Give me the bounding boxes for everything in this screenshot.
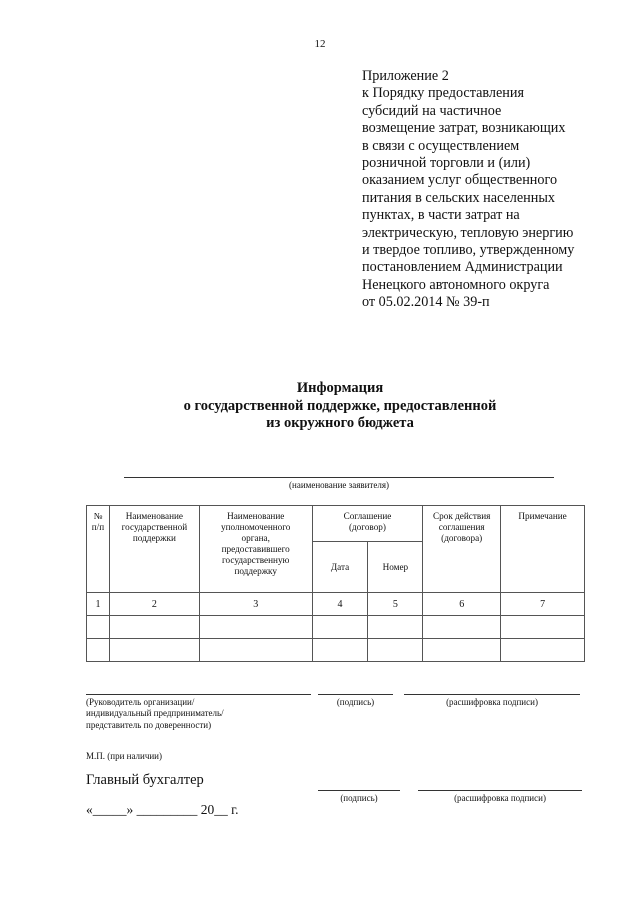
table-cell — [368, 639, 423, 662]
column-number: 5 — [368, 593, 423, 616]
chief-accountant-label: Главный бухгалтер — [86, 772, 204, 788]
header-text: государственную — [222, 555, 290, 565]
table-cell — [312, 616, 368, 639]
header-text: № — [93, 511, 103, 521]
table-cell — [501, 639, 585, 662]
column-number: 3 — [199, 593, 312, 616]
applicant-name-line — [124, 477, 554, 478]
header-text: поддержку — [234, 566, 277, 576]
header-text: Наименование — [125, 511, 183, 521]
table-cell — [109, 639, 199, 662]
table-row — [87, 616, 585, 639]
header-text: Соглашение — [343, 511, 392, 521]
column-number: 7 — [501, 593, 585, 616]
stamp-label: М.П. (при наличии) — [86, 751, 162, 761]
chief-signature-line — [318, 790, 400, 791]
appendix-line: от 05.02.2014 № 39-п — [362, 294, 490, 311]
header-term — [423, 506, 501, 593]
head-decode-caption: (расшифровка подписи) — [446, 697, 538, 707]
appendix-line: субсидий на частичное — [362, 102, 502, 119]
header-text: уполномоченного — [221, 522, 291, 532]
appendix-line: питания в сельских населенных — [362, 189, 555, 206]
header-text: органа, — [241, 533, 270, 543]
table-cell — [423, 616, 501, 639]
document-title — [0, 380, 640, 433]
head-label-line: представитель по доверенности) — [86, 719, 212, 730]
header-num — [87, 506, 110, 593]
header-authority — [199, 506, 312, 593]
table-row — [87, 639, 585, 662]
title-line-2: о государственной поддержке, предоставленной — [183, 397, 497, 414]
table-header-row — [87, 506, 585, 542]
column-number: 4 — [312, 593, 368, 616]
header-text: п/п — [91, 522, 105, 532]
table-cell — [199, 639, 312, 662]
head-signature-caption: (подпись) — [336, 697, 375, 707]
head-decode-line — [404, 694, 580, 695]
appendix-line: электрическую, тепловую энергию — [362, 224, 574, 241]
column-number-row — [87, 593, 585, 616]
head-label — [86, 697, 316, 731]
header-text: (договора) — [441, 533, 483, 543]
table-cell — [87, 616, 110, 639]
title-line-3: из окружного бюджета — [266, 415, 414, 431]
table-cell — [199, 616, 312, 639]
header-text: Наименование — [227, 511, 285, 521]
header-text: Примечание — [518, 511, 567, 521]
table-cell — [109, 616, 199, 639]
head-signature-line — [318, 694, 393, 695]
header-note — [501, 506, 585, 593]
date-line: «_____» _________ 20__ г. — [86, 802, 239, 817]
header-number: Номер — [368, 542, 423, 593]
header-agreement — [312, 506, 423, 542]
table-cell — [312, 639, 368, 662]
column-number: 2 — [109, 593, 199, 616]
header-text: предоставившего — [221, 544, 290, 554]
appendix-line: и твердое топливо, утвержденному — [362, 242, 575, 259]
table-cell — [368, 616, 423, 639]
header-date: Дата — [312, 542, 368, 593]
header-text: (договор) — [348, 522, 386, 532]
table-cell — [87, 639, 110, 662]
applicant-caption: (наименование заявителя) — [289, 480, 389, 490]
table-cell — [501, 616, 585, 639]
appendix-line: в связи с осуществлением — [362, 137, 520, 154]
appendix-line: Приложение 2 — [362, 68, 449, 84]
head-label-line: индивидуальный предприниматель/ — [86, 708, 224, 719]
header-text: соглашения — [438, 522, 485, 532]
column-number: 6 — [423, 593, 501, 616]
appendix-line: розничной торговли и (или) — [362, 155, 531, 172]
chief-decode-line — [418, 790, 582, 791]
appendix-line: оказанием услуг общественного — [362, 172, 558, 189]
header-text: государственной — [121, 522, 188, 532]
chief-decode-caption: (расшифровка подписи) — [454, 793, 546, 803]
appendix-line: к Порядку предоставления — [362, 85, 524, 102]
chief-signature-caption: (подпись) — [340, 793, 378, 803]
header-text: Срок действия — [433, 511, 491, 521]
table-cell — [423, 639, 501, 662]
appendix-line: пунктах, в части затрат на — [362, 207, 520, 224]
head-label-line: (Руководитель организации/ — [86, 697, 195, 707]
appendix-block — [362, 68, 632, 312]
header-support-name — [109, 506, 199, 593]
appendix-line: Ненецкого автономного округа — [362, 276, 550, 293]
header-text: поддержки — [132, 533, 176, 543]
column-number: 1 — [87, 593, 110, 616]
support-table — [86, 505, 585, 662]
appendix-line: постановлением Администрации — [362, 259, 563, 276]
appendix-line: возмещение затрат, возникающих — [362, 120, 566, 137]
title-line-1: Информация — [296, 380, 384, 396]
page-number: 12 — [314, 38, 326, 50]
head-name-line — [86, 694, 311, 695]
